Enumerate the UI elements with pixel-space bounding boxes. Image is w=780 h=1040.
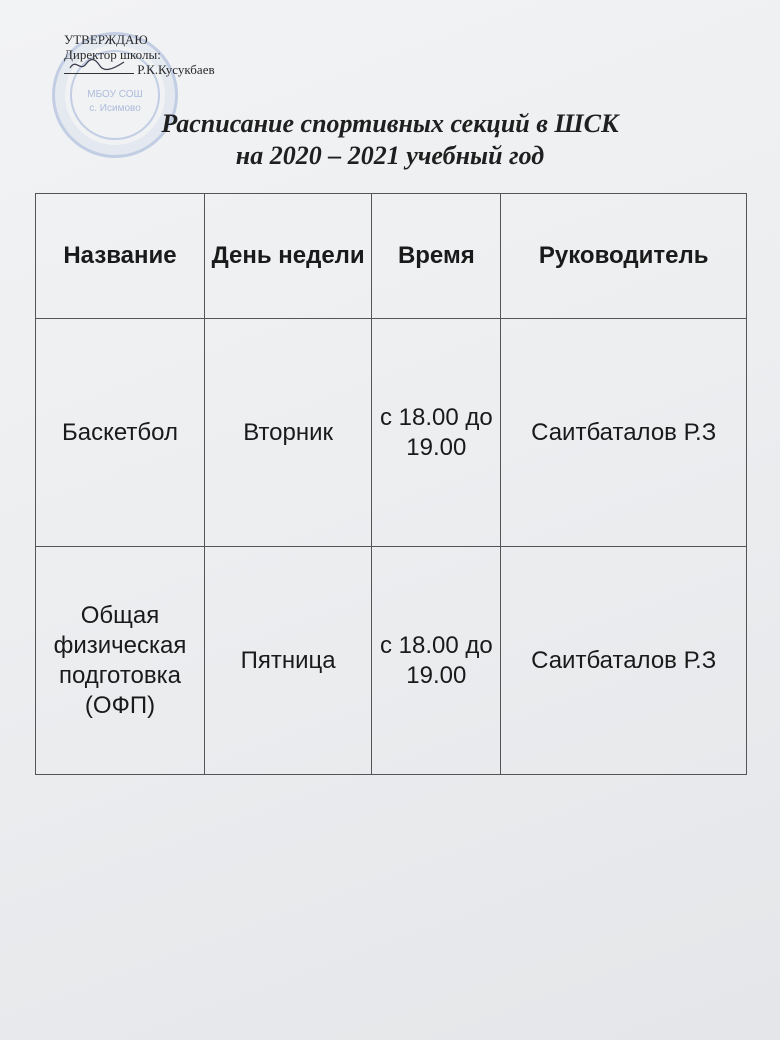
director-position: Директор школы: [64,47,161,62]
cell-day: Пятница [204,547,371,775]
cell-time: с 18.00 до 19.00 [372,319,501,547]
signature-line [64,62,215,77]
page-title [0,108,780,172]
table-row [36,319,747,547]
table-row [36,547,747,775]
header-name: Название [36,194,205,319]
cell-leader: Саитбаталов Р.З [501,547,747,775]
header-day: День недели [204,194,371,319]
cell-day: Вторник [204,319,371,547]
approved-label: УТВЕРЖДАЮ [64,32,148,47]
cell-section-name: Баскетбол [36,319,205,547]
approval-block [64,32,215,77]
stamp-text-2: с. Исимово [89,103,141,114]
header-leader: Руководитель [501,194,747,319]
header-time: Время [372,194,501,319]
schedule-table [35,193,747,775]
cell-section-name: Общая физическая подготовка (ОФП) [36,547,205,775]
cell-leader: Саитбаталов Р.З [501,319,747,547]
table-header-row [36,194,747,319]
title-line-2: на 2020 – 2021 учебный год [235,141,545,170]
title-line-1: Расписание спортивных секций в ШСК [161,109,619,138]
stamp-text-1: МБОУ СОШ [87,89,143,100]
director-name: Р.К.Кусукбаев [137,62,215,77]
cell-time: с 18.00 до 19.00 [372,547,501,775]
